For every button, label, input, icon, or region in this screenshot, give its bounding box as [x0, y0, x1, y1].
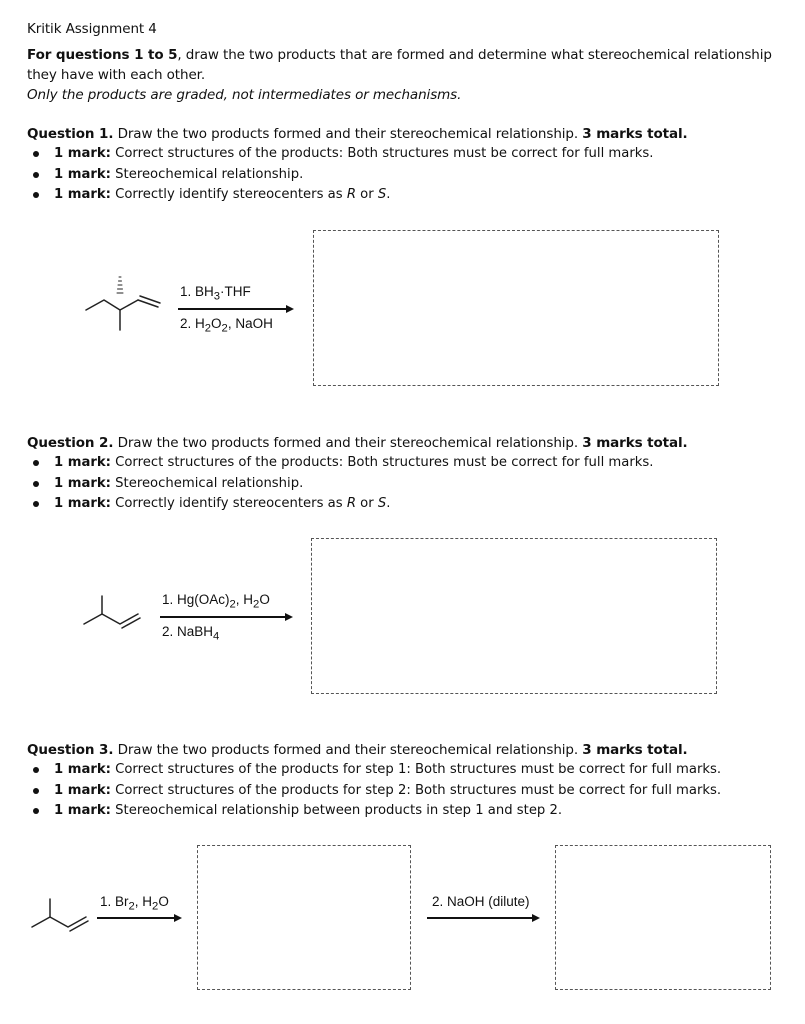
question-1-answer-box[interactable] — [313, 230, 719, 386]
question-1-criteria — [27, 144, 797, 206]
criterion-item: 1 mark: Stereochemical relationship between products in step 1 and step 2. — [27, 801, 797, 822]
document-header — [27, 19, 787, 105]
question-marks: 3 marks total. — [582, 126, 688, 142]
question-2-criteria — [27, 453, 797, 515]
carbon-chain-bond — [86, 300, 138, 310]
double-bond-line — [70, 921, 88, 931]
question-prompt: Draw the two products formed and their stereochemical relationship. — [113, 742, 583, 758]
question-3-reagent-step-1: 1. $Br_2$, $H_2O$ — [100, 894, 169, 913]
question-1-reagent-step-2: 2. $H_2O_2$, NaOH — [180, 316, 273, 335]
grading-note: Only the products are graded, not intermediates or mechanisms. — [27, 87, 462, 103]
question-label: Question 3. — [27, 742, 114, 758]
criterion-item: 1 mark: Stereochemical relationship. — [27, 474, 797, 495]
question-label: Question 2. — [27, 435, 114, 451]
question-2-section — [27, 433, 797, 515]
criterion-item: 1 mark: Correct structures of the products: Both structures must be correct for full marks. — [27, 453, 797, 474]
hashed-wedge-bond — [117, 277, 123, 293]
question-marks: 3 marks total. — [582, 742, 688, 758]
instructions — [27, 45, 787, 85]
criterion-item: 1 mark: Correct structures of the products: Both structures must be correct for full marks. — [27, 144, 797, 165]
question-3-reagent-step-2: 2. NaOH (dilute) — [432, 894, 530, 909]
instructions-text: , draw the two products that are formed and determine what stereochemical relationship they have with each other. — [27, 47, 772, 83]
criterion-item: 1 mark: Correctly identify stereocenters as R or S. — [27, 185, 797, 206]
criterion-item: 1 mark: Stereochemical relationship. — [27, 165, 797, 186]
double-bond-line — [122, 618, 140, 628]
question-2-reagent-step-1: 1. $Hg(OAc)_2$, $H_2O$ — [162, 592, 270, 611]
question-3-heading — [27, 740, 797, 760]
question-1-heading — [27, 124, 797, 144]
criterion-item: 1 mark: Correct structures of the products for step 2: Both structures must be correct for full marks. — [27, 781, 797, 802]
assignment-title: Kritik Assignment 4 — [27, 21, 157, 37]
question-3-step-1-answer-box[interactable] — [197, 845, 411, 990]
reaction-arrow — [178, 308, 291, 310]
question-3-section — [27, 740, 797, 822]
question-marks: 3 marks total. — [582, 435, 688, 451]
carbon-chain-bond — [32, 917, 86, 927]
question-1-reagent-step-1: 1. $BH_3\cdot THF$ — [180, 284, 251, 303]
question-2-reactant-structure — [80, 592, 150, 642]
reaction-arrow — [160, 616, 290, 618]
question-1-reactant-structure — [80, 270, 170, 335]
criterion-item: 1 mark: Correctly identify stereocenters as R or S. — [27, 494, 797, 515]
carbon-chain-bond — [84, 614, 138, 624]
criterion-item: 1 mark: Correct structures of the products for step 1: Both structures must be correct for full marks. — [27, 760, 797, 781]
question-3-criteria — [27, 760, 797, 822]
question-3-reactant-structure — [28, 895, 98, 945]
question-label: Question 1. — [27, 126, 114, 142]
question-prompt: Draw the two products formed and their stereochemical relationship. — [113, 126, 583, 142]
question-2-answer-box[interactable] — [311, 538, 717, 694]
reaction-arrow — [427, 917, 537, 919]
question-2-reagent-step-2: 2. NaBH$_4$ — [162, 624, 220, 643]
reaction-arrow — [97, 917, 179, 919]
question-1-section — [27, 124, 797, 206]
instructions-bold: For questions 1 to 5 — [27, 47, 178, 63]
question-2-heading — [27, 433, 797, 453]
question-3-step-2-answer-box[interactable] — [555, 845, 771, 990]
question-prompt: Draw the two products formed and their stereochemical relationship. — [113, 435, 583, 451]
